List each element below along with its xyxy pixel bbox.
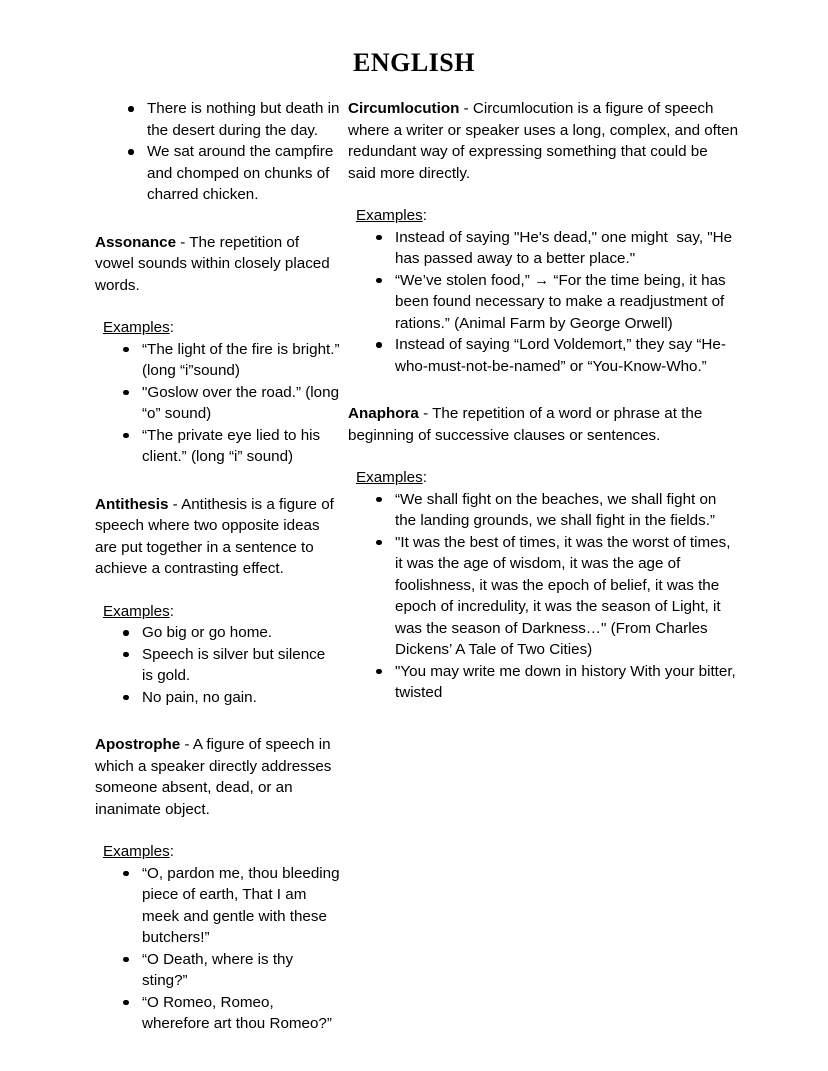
examples-list [348, 489, 740, 704]
examples-list [95, 863, 344, 1035]
spacer [95, 708, 340, 734]
examples-heading-text: Examples [356, 469, 423, 486]
examples-heading-colon: : [169, 843, 174, 860]
left-column [0, 98, 344, 1035]
examples-heading-text: Examples [356, 207, 423, 224]
entry-antithesis [95, 494, 340, 709]
definition-paragraph [95, 232, 340, 297]
examples-heading-text: Examples [103, 319, 170, 336]
definition-text: The repetition of vowel sounds within closely placed words. [95, 233, 334, 294]
list-item: “We’ve stolen food,” → “For the time being, it has been found necessary to make a readjustment of rations.” (Animal Farm by George Orwell) [395, 270, 740, 335]
list-item: "You may write me down in history With your bitter, twisted [395, 661, 740, 704]
examples-heading [95, 317, 340, 339]
examples-heading [95, 601, 340, 623]
definition-text: The repetition of a word or phrase at the beginning of successive clauses or sentences. [348, 405, 707, 444]
examples-heading-text: Examples [103, 843, 170, 860]
list-item: Go big or go home. [142, 622, 340, 644]
examples-list [95, 339, 344, 468]
list-item: "Goslow over the road.” (long “o” sound) [142, 382, 340, 425]
examples-heading [95, 841, 340, 863]
term-dash: - [180, 736, 193, 753]
list-item: There is nothing but death in the desert during the day. [147, 98, 340, 141]
examples-list [348, 227, 740, 378]
spacer [95, 580, 340, 601]
spacer [95, 468, 340, 494]
spacer [348, 446, 740, 467]
page-title: ENGLISH [353, 48, 475, 77]
spacer [95, 206, 340, 232]
list-item: “The private eye lied to his client.” (long “i” sound) [142, 425, 340, 468]
entry-assonance [95, 232, 344, 468]
term-label: Anaphora [348, 405, 419, 422]
examples-heading [348, 205, 740, 227]
definition-paragraph [348, 403, 740, 446]
list-item: “The light of the fire is bright.” (long “i”sound) [142, 339, 340, 382]
definition-text: A figure of speech in which a speaker directly addresses someone absent, dead, or an inanimate object. [95, 736, 336, 818]
term-dash: - [176, 233, 190, 251]
term-label: Assonance [95, 233, 177, 251]
spacer [348, 184, 740, 205]
term-label: Apostrophe [95, 736, 181, 753]
term-label: Circumlocution [348, 100, 460, 117]
orphan-bullet-list [95, 98, 344, 206]
examples-heading-colon: : [422, 469, 427, 486]
examples-heading [348, 467, 740, 489]
examples-list [95, 622, 340, 708]
list-item: “O Romeo, Romeo, wherefore art thou Romeo?” [142, 992, 340, 1035]
list-item: “We shall fight on the beaches, we shall fight on the landing grounds, we shall fight in the fields.” [395, 489, 740, 532]
list-item: “O, pardon me, thou bleeding piece of earth, That I am meek and gentle with these butchers!” [142, 863, 340, 949]
term-dash: - [418, 405, 433, 422]
examples-heading-colon: : [422, 207, 427, 224]
entry-apostrophe [95, 734, 344, 1035]
right-column [340, 98, 828, 704]
definition-text: Circumlocution is a figure of speech where a writer or speaker uses a long, complex, and often redundant way of expressing something that could be said more directly. [348, 100, 743, 182]
list-item: We sat around the campfire and chomped on chunks of charred chicken. [147, 141, 340, 206]
definition-paragraph [348, 98, 743, 184]
examples-heading-text: Examples [103, 602, 170, 620]
entry-circumlocution [348, 98, 743, 377]
list-item: Speech is silver but silence is gold. [142, 644, 340, 687]
two-column-body [0, 76, 828, 1035]
entry-anaphora [348, 403, 740, 704]
list-item: "It was the best of times, it was the worst of times, it was the age of wisdom, it was the age of foolishness, it was the epoch of belief, it was the epoch of incredulity, it was the season of Light, it was the season of Darkness…" (From Charles Dickens’ A Tale of Two Cities) [395, 532, 740, 661]
spacer [95, 296, 340, 317]
list-item: “O Death, where is thy sting?” [142, 949, 340, 992]
definition-paragraph [95, 734, 340, 820]
term-dash: - [459, 100, 473, 117]
list-item: Instead of saying "He's dead," one might say, "He has passed away to a better place." [395, 227, 740, 270]
list-item: Instead of saying “Lord Voldemort,” they say “He-who-must-not-be-named” or “You-Know-Who.” [395, 334, 740, 377]
examples-heading-colon: : [169, 602, 174, 620]
spacer [95, 820, 340, 841]
term-label: Antithesis [95, 495, 169, 513]
definition-paragraph [95, 494, 340, 580]
list-item: No pain, no gain. [142, 687, 340, 709]
spacer [348, 377, 740, 403]
examples-heading-colon: : [169, 319, 174, 336]
term-dash: - [168, 495, 182, 513]
definition-text: Antithesis is a figure of speech where two opposite ideas are put together in a sentence to achieve a contrasting effect. [95, 495, 339, 577]
